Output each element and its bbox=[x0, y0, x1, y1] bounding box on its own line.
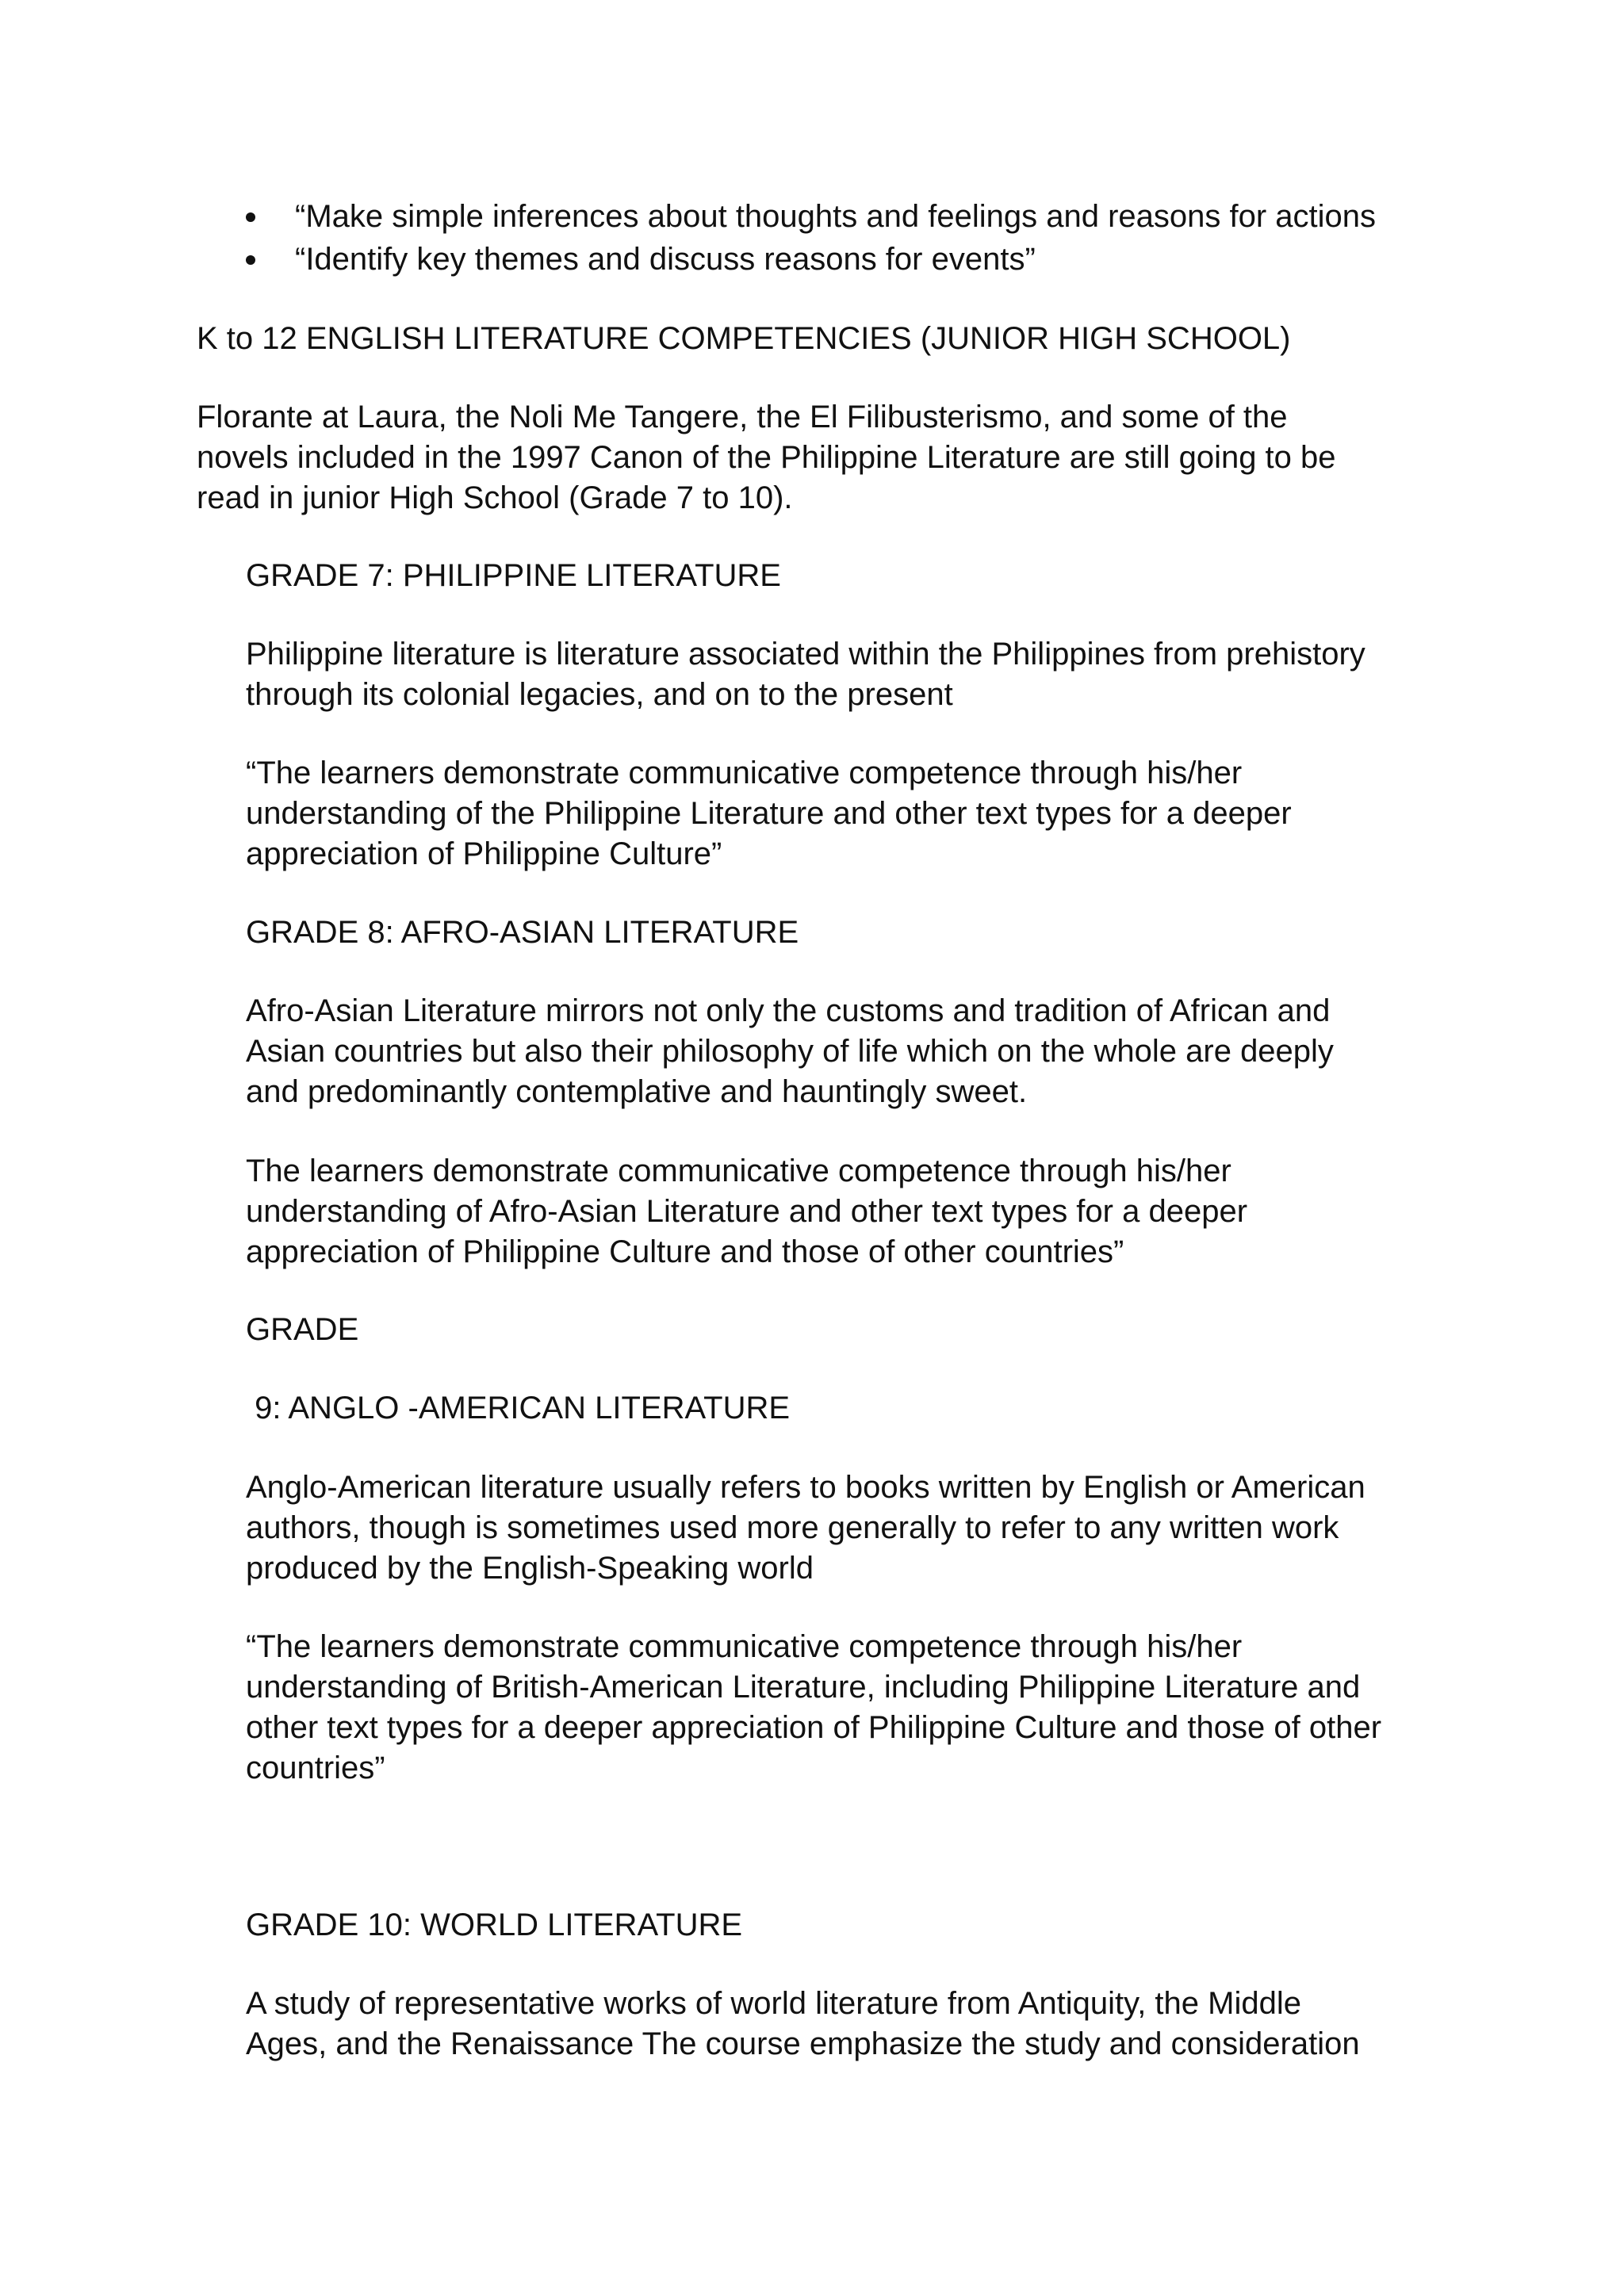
text-line: and predominantly contemplative and hauntingly sweet. bbox=[246, 1074, 1028, 1109]
text-line: Afro-Asian Literature mirrors not only the customs and tradition of African and bbox=[246, 993, 1331, 1028]
text-line: countries” bbox=[246, 1751, 385, 1785]
text-line: Asian countries but also their philosophy of life which on the whole are deeply bbox=[246, 1034, 1334, 1069]
text-line: “The learners demonstrate communicative competence through his/her bbox=[246, 1629, 1243, 1664]
grade9-heading-part2: 9: ANGLO -AMERICAN LITERATURE bbox=[246, 1391, 791, 1425]
grade7-description bbox=[246, 634, 1483, 715]
text-line: authors, though is sometimes used more generally to refer to any written work bbox=[246, 1510, 1339, 1545]
grade8-heading: GRADE 8: AFRO-ASIAN LITERATURE bbox=[246, 915, 799, 950]
grade7-heading: GRADE 7: PHILIPPINE LITERATURE bbox=[246, 558, 781, 593]
text-line: understanding of British-American Literature, including Philippine Literature and bbox=[246, 1670, 1361, 1705]
section-heading: K to 12 ENGLISH LITERATURE COMPETENCIES (JUNIOR HIGH SCHOOL) bbox=[197, 321, 1291, 356]
list-item: “Identify key themes and discuss reasons for events” bbox=[246, 239, 1376, 282]
text-line: Anglo-American literature usually refers to books written by English or American bbox=[246, 1470, 1365, 1505]
grade7-standard bbox=[246, 753, 1483, 874]
text-line: “The learners demonstrate communicative competence through his/her bbox=[246, 756, 1243, 790]
text-line: Florante at Laura, the Noli Me Tangere, the El Filibusterismo, and some of the bbox=[197, 400, 1288, 434]
grade10-heading: GRADE 10: WORLD LITERATURE bbox=[246, 1908, 743, 1942]
text-line: read in junior High School (Grade 7 to 10). bbox=[197, 480, 793, 515]
bullet-list bbox=[246, 197, 1376, 282]
text-line: appreciation of Philippine Culture and those of other countries” bbox=[246, 1234, 1124, 1269]
text-line: appreciation of Philippine Culture” bbox=[246, 836, 722, 871]
grade8-standard bbox=[246, 1151, 1483, 1272]
grade10-description bbox=[246, 1984, 1483, 2064]
grade9-description bbox=[246, 1468, 1483, 1589]
text-line: Ages, and the Renaissance The course emphasize the study and consideration bbox=[246, 2026, 1360, 2061]
grade8-description bbox=[246, 991, 1483, 1112]
text-line: A study of representative works of world literature from Antiquity, the Middle bbox=[246, 1986, 1301, 2021]
text-line: Philippine literature is literature associated within the Philippines from prehistory bbox=[246, 637, 1365, 672]
text-line: produced by the English-Speaking world bbox=[246, 1551, 814, 1586]
list-item: “Make simple inferences about thoughts and feelings and reasons for actions bbox=[246, 197, 1376, 239]
text-line: through its colonial legacies, and on to the present bbox=[246, 677, 953, 712]
grade9-heading-part1: GRADE bbox=[246, 1312, 359, 1347]
text-line: other text types for a deeper appreciation of Philippine Culture and those of other bbox=[246, 1710, 1382, 1745]
text-line: The learners demonstrate communicative competence through his/her bbox=[246, 1154, 1231, 1188]
intro-paragraph bbox=[197, 397, 1434, 519]
text-line: understanding of Afro-Asian Literature and other text types for a deeper bbox=[246, 1194, 1248, 1229]
grade9-standard bbox=[246, 1627, 1483, 1789]
text-line: novels included in the 1997 Canon of the Philippine Literature are still going to be bbox=[197, 440, 1336, 475]
text-line: understanding of the Philippine Literature and other text types for a deeper bbox=[246, 796, 1292, 831]
